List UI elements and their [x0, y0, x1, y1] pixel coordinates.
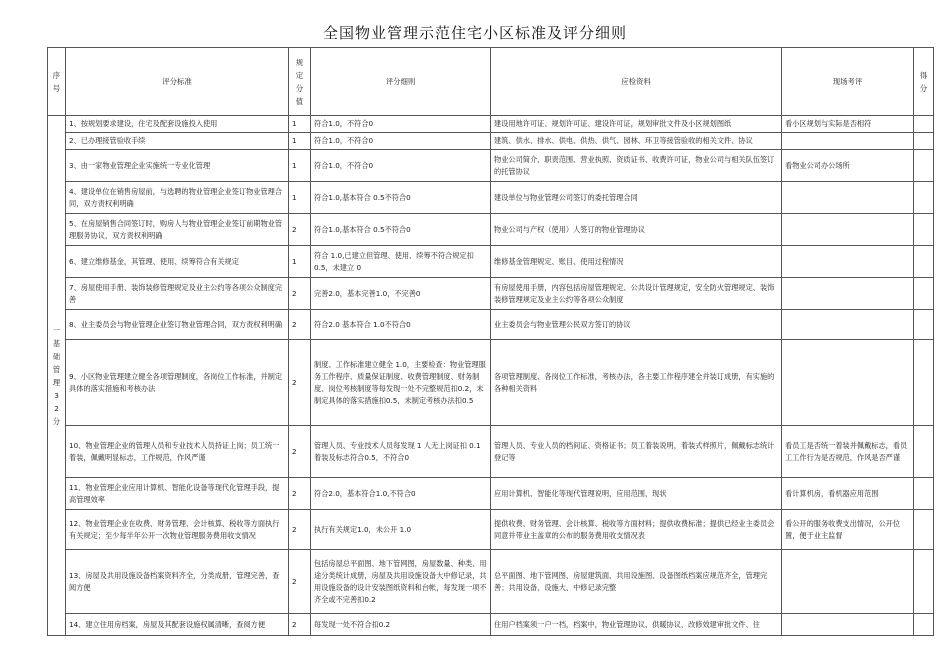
cell-onsite — [782, 246, 914, 278]
cell-standard: 4、建设单位在销售房屋前，与选聘的物业管理企业签订物业管理合同，双方责权利明确 — [66, 182, 289, 214]
cell-score: 1 — [289, 182, 311, 214]
header-detail: 评分细则 — [311, 48, 491, 116]
table-row — [48, 478, 934, 510]
cell-standard: 3、由一家物业管理企业实施统一专业化管理 — [66, 150, 289, 182]
cell-detail: 管理人员、专业技术人员每发现 1 人无上岗证扣 0.1 着装及标志符合0.5，不符合0 — [311, 426, 491, 478]
section-label: 一基础管理32分 — [48, 116, 66, 636]
cell-onsite — [782, 550, 914, 614]
cell-standard: 14、建立住用房档案，房屋及其配套设施权属清晰，查阅方便 — [66, 614, 289, 636]
cell-standard: 8、业主委员会与物业管理企业签订物业管理合同，双方责权利明确 — [66, 310, 289, 340]
cell-standard: 13、房屋及共用设施设备档案资料齐全，分类成册，管理完善，查阅方便 — [66, 550, 289, 614]
cell-onsite — [782, 214, 914, 246]
cell-detail: 符合2.0 基本符合 1.0不符合0 — [311, 310, 491, 340]
cell-detail: 符合 1.0,已建立但管理、使用、续筹不符合规定扣0.5，未建立 0 — [311, 246, 491, 278]
cell-got — [914, 278, 934, 310]
scoring-table — [47, 47, 934, 636]
cell-got — [914, 510, 934, 550]
cell-got — [914, 133, 934, 150]
cell-standard: 1、按规划要求建设，住宅及配套设施投入使用 — [66, 116, 289, 133]
cell-materials: 建筑、供水、排水、供电、供热、供气、园林、环卫等接管验收的相关文件、协议 — [491, 133, 782, 150]
cell-onsite: 看小区规划与实际是否相符 — [782, 116, 914, 133]
table-row — [48, 310, 934, 340]
cell-onsite — [782, 340, 914, 426]
cell-onsite — [782, 310, 914, 340]
cell-got — [914, 182, 934, 214]
table-row — [48, 510, 934, 550]
cell-got — [914, 340, 934, 426]
cell-detail: 符合1.0,基本符合 0.5不符合0 — [311, 214, 491, 246]
cell-onsite — [782, 182, 914, 214]
cell-detail: 完善2.0，基本完善1.0，不完善0 — [311, 278, 491, 310]
cell-materials: 管理人员、专业人员的档间证、资格证书；员工着装说明，着装式样照片，佩戴标志统计登记等 — [491, 426, 782, 478]
cell-score: 2 — [289, 510, 311, 550]
cell-onsite — [782, 278, 914, 310]
cell-standard: 7、房屋使用手册、装饰装修管理规定及业主公约等各项公众制度完善 — [66, 278, 289, 310]
cell-got — [914, 150, 934, 182]
cell-onsite — [782, 614, 914, 636]
cell-detail: 制度、工作标准建立健全 1.0，主要检查：物业管理服务工作程序、质量保证制度、收费管理制度、财务制度、岗位考核制度等每发现一处不完整规范扣0.2，未制定具体的落实措施扣0.5，未制定考核办法扣0.5 — [311, 340, 491, 426]
cell-score: 1 — [289, 116, 311, 133]
cell-standard: 9、小区物业管理建立健全各项管理制度，各岗位工作标准，并制定具体的落实措施和考核办法 — [66, 340, 289, 426]
cell-score: 1 — [289, 133, 311, 150]
cell-score: 2 — [289, 550, 311, 614]
cell-materials: 物业公司简介、职责范围、营业执照、资质证书、收费许可证，物业公司与相关队伍签订的托管协议 — [491, 150, 782, 182]
cell-standard: 11、物业管理企业应用计算机、智能化设备等现代化管理手段，提高管理效率 — [66, 478, 289, 510]
cell-onsite: 看公开的服务收费支出情况，公开位置，便于业主监督 — [782, 510, 914, 550]
header-materials: 应检资料 — [491, 48, 782, 116]
cell-materials: 物业公司与产权（使用）人签订的物业管理协议 — [491, 214, 782, 246]
table-row — [48, 614, 934, 636]
cell-detail: 每发现一处不符合扣0.2 — [311, 614, 491, 636]
table-row — [48, 246, 934, 278]
header-seq: 序号 — [48, 48, 66, 116]
cell-got — [914, 550, 934, 614]
cell-detail: 符合1.0，不符合0 — [311, 150, 491, 182]
document-title: 全国物业管理示范住宅小区标准及评分细则 — [322, 24, 627, 42]
cell-score: 2 — [289, 478, 311, 510]
cell-materials: 各项管理制度、各岗位工作标准，考核办法，各主要工作程序建全并装订成册，有实施的各种相关资料 — [491, 340, 782, 426]
cell-score: 2 — [289, 214, 311, 246]
cell-got — [914, 246, 934, 278]
table-row — [48, 340, 934, 426]
cell-standard: 10、物业管理企业的管理人员和专业技术人员持证上岗；员工统一着装，佩戴明显标志，工作规范，作风严谨 — [66, 426, 289, 478]
table-row — [48, 214, 934, 246]
cell-materials: 建设单位与物业管理公司签订的委托管理合同 — [491, 182, 782, 214]
header-score: 规定分值 — [289, 48, 311, 116]
cell-detail: 符合1.0，不符合0 — [311, 116, 491, 133]
cell-standard: 12、物业管理企业在收费、财务管理、会计核算、税收等方面执行有关规定；至少每半年公开一次物业管理服务费用收支情况 — [66, 510, 289, 550]
cell-detail: 符合1.0,基本符合 0.5不符合0 — [311, 182, 491, 214]
cell-materials: 应用计算机、智能化等现代管理说明，应用范围，现状 — [491, 478, 782, 510]
cell-got — [914, 310, 934, 340]
cell-got — [914, 478, 934, 510]
cell-materials: 维修基金管理规定、账目、使用过程情况 — [491, 246, 782, 278]
cell-detail: 执行有关规定1.0，未公开 1.0 — [311, 510, 491, 550]
cell-materials: 有房屋使用手册，内容包括房屋管理规定、公共设计管理规定，安全防火管理规定、装饰装修管理规定及业主公约等各项公众制度 — [491, 278, 782, 310]
cell-materials: 业主委员会与物业管理公民双方签订的协议 — [491, 310, 782, 340]
table-row — [48, 150, 934, 182]
cell-got — [914, 614, 934, 636]
cell-got — [914, 214, 934, 246]
header-standard: 评分标准 — [66, 48, 289, 116]
cell-score: 2 — [289, 426, 311, 478]
table-row — [48, 278, 934, 310]
cell-materials: 提供收费、财务管理、会计核算、税收等方面材料；提供收费标准；提供已经业主委员会同意并带业主盖章的公布的服务费用收支情况表 — [491, 510, 782, 550]
cell-standard: 2、已办理接管验收手续 — [66, 133, 289, 150]
cell-score: 1 — [289, 246, 311, 278]
table-row — [48, 182, 934, 214]
cell-score: 2 — [289, 310, 311, 340]
table-row — [48, 116, 934, 133]
cell-onsite: 看员工是否统一着装并佩戴标志，看员工工作行为是否规范，作风是否严谨 — [782, 426, 914, 478]
cell-score: 2 — [289, 340, 311, 426]
cell-materials: 建设用地许可证、规划许可证、建设许可证，规划审批文件及小区规划图纸 — [491, 116, 782, 133]
cell-score: 2 — [289, 614, 311, 636]
cell-detail: 符合1.0，不符合0 — [311, 133, 491, 150]
cell-materials: 总平面图、地下管网图、房屋建筑面、共用设施图、设备图纸档案应规范齐全，管理完善；共用设备、设施大、中修记录完整 — [491, 550, 782, 614]
cell-got — [914, 116, 934, 133]
cell-standard: 6、建立维修基金，其管理、使用、续筹符合有关规定 — [66, 246, 289, 278]
cell-standard: 5、在房屋销售合同签订时，购房人与物业管理企业签订前期物业管理服务协议，双方责权利明确 — [66, 214, 289, 246]
header-got: 得分 — [914, 48, 934, 116]
table-row — [48, 133, 934, 150]
cell-got — [914, 426, 934, 478]
table-row — [48, 426, 934, 478]
table-row — [48, 550, 934, 614]
cell-detail: 包括房屋总平面图、地下管网图，房屋数量、种类、用途分类统计成册，房屋及共用设施设备大中修记录，共用设施设备的设计安装图纸资料和台帐，每发现一项不齐全或不完善扣0.2 — [311, 550, 491, 614]
cell-materials: 住用户档案须一户一档，档案中，物业管理协议、供暖协议、改修效建审批文件、住 — [491, 614, 782, 636]
cell-onsite — [782, 133, 914, 150]
cell-onsite: 看计算机房，看机器应用范围 — [782, 478, 914, 510]
cell-score: 1 — [289, 150, 311, 182]
cell-score: 2 — [289, 278, 311, 310]
cell-onsite: 看物业公司办公场所 — [782, 150, 914, 182]
cell-detail: 符合2.0，基本符合1.0,不符合0 — [311, 478, 491, 510]
header-onsite: 现场考评 — [782, 48, 914, 116]
